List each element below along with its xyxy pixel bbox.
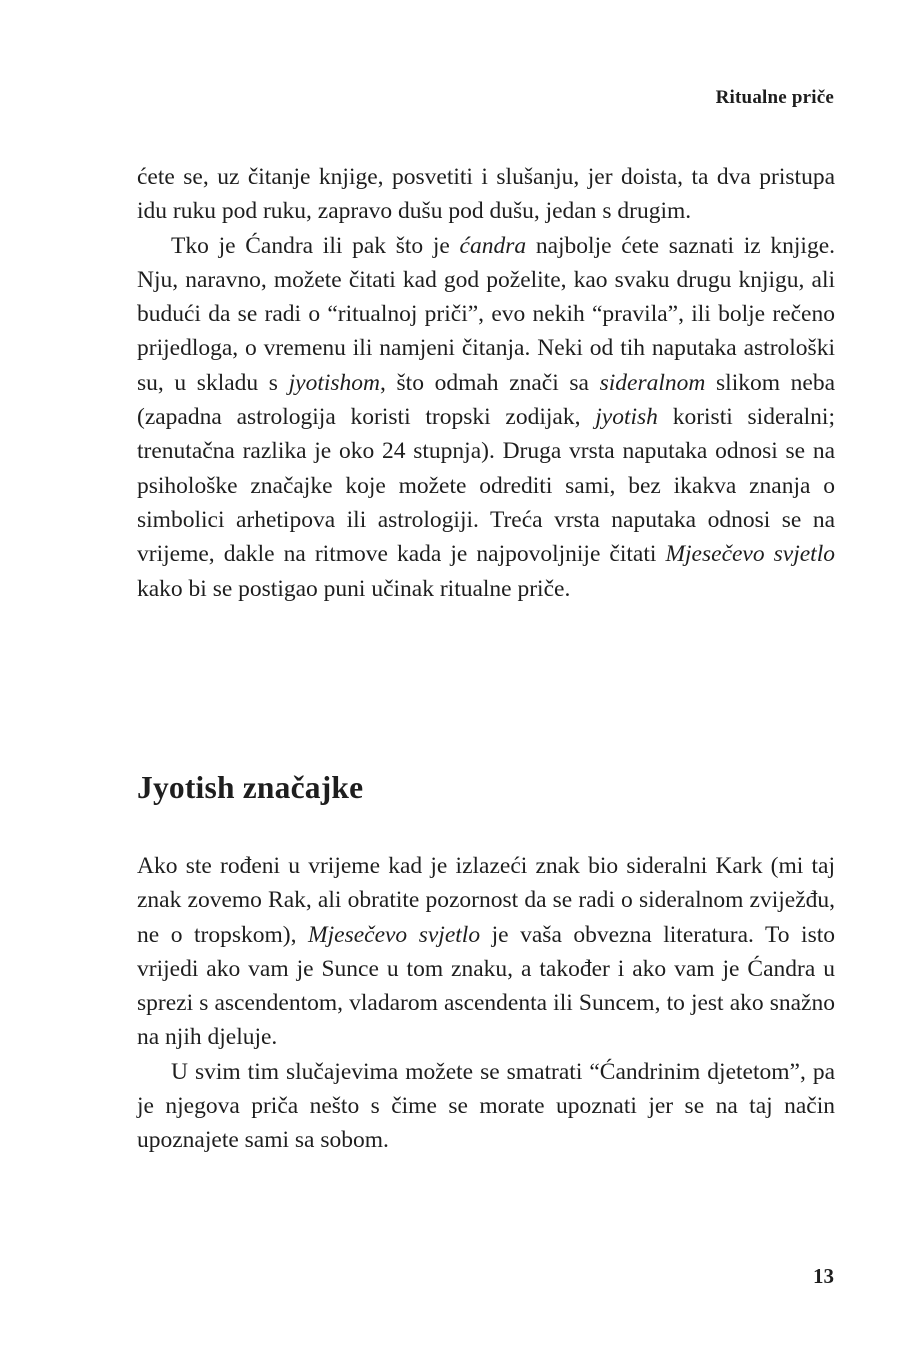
running-head: Ritualne priče [715, 87, 834, 108]
paragraph-continued: ćete se, uz čitanje knjige, posvetiti i slušanju, jer doista, ta dva pristupa idu ruku pod ruku, zapravo dušu pod dušu, jedan s drugim. [137, 164, 835, 225]
italic-term: jyotishom [288, 369, 380, 396]
text-run: , što odmah znači sa [380, 369, 600, 396]
section-heading: Jyotish značajke [137, 770, 364, 805]
text-run: je vaša obvezna literatura. To isto vrijedi ako vam je Sunce u tom znaku, a također i ako vam je Ćandra u sprezi s ascendentom, vladarom ascendenta ili Suncem, to jest ako snažno na njih djeluje. [137, 921, 835, 1051]
text-run: najbolje ćete saznati iz knjige. Nju, naravno, možete čitati kad god poželite, kao svaku drugu knjigu, ali budući da se radi o “ritualnoj priči”, evo nekih “pravila”, ili bolje rečeno prijedloga, o vremenu ili namjeni čitanja. Neki od tih naputaka astrološki su, u skladu s [137, 232, 836, 396]
text-block-2 [137, 849, 835, 1158]
italic-term: jyotish [595, 404, 658, 431]
text-run: Tko je Ćandra ili pak što je [171, 232, 460, 259]
text-block-1 [137, 160, 835, 606]
text-run: slikom neba (zapadna astrologija koristi tropski zodijak, [137, 369, 836, 431]
text-run: koristi sideralni; trenutačna razlika je oko 24 stupnja). Druga vrsta naputaka odnosi se na psihološke značajke koje možete odrediti sami, bez ikakva znanja o simbolici arhetipova ili astrologiji. Treća vrsta naputaka odnosi se na vrijeme, dakle na ritmove kada je najpovoljnije čitati [137, 404, 835, 568]
text-run: kako bi se postigao puni učinak ritualne priče. [137, 575, 571, 602]
italic-title: Mjesečevo svjetlo [665, 541, 835, 568]
italic-title: Mjesečevo svjetlo [308, 921, 481, 948]
paragraph-kark [137, 849, 835, 1055]
paragraph-candra [137, 229, 835, 606]
text-run: Ako ste rođeni u vrijeme kad je izlazeći znak bio sideralni Kark (mi taj znak zovemo Rak, ali obratite pozornost da se radi o sideralnom zviježđu, ne o tropskom), [137, 853, 835, 948]
page-number: 13 [813, 1264, 834, 1288]
italic-term: ćandra [459, 232, 527, 259]
paragraph-candrino-dijete: U svim tim slučajevima možete se smatrati “Ćandrinim djetetom”, pa je njegova priča nešto s čime se morate upoznati jer se na taj način upoznajete sami sa sobom. [137, 1058, 835, 1154]
italic-term: sideralnom [599, 369, 706, 396]
